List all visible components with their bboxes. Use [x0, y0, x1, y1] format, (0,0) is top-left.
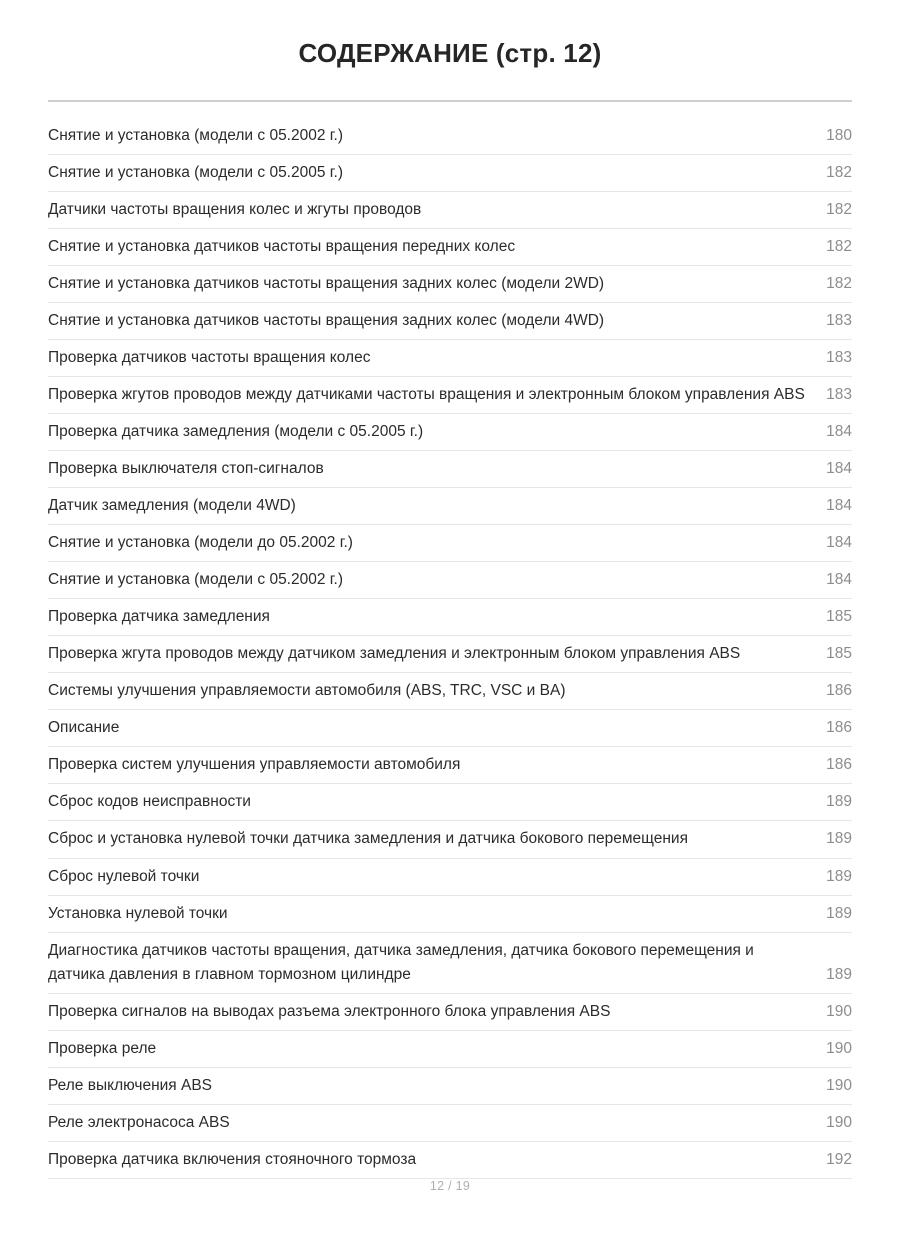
toc-entry-title: Сброс и установка нулевой точки датчика замедления и датчика бокового перемещения — [48, 830, 688, 848]
toc-entry[interactable] — [48, 155, 852, 192]
toc-entry[interactable] — [48, 896, 852, 933]
toc-entry-page-number: 189 — [826, 904, 852, 922]
toc-entry-page-number: 189 — [826, 867, 852, 885]
toc-entry-title: Проверка выключателя стоп-сигналов — [48, 460, 324, 478]
toc-entry-title: Снятие и установка (модели с 05.2002 г.) — [48, 571, 344, 589]
toc-entry-title: Проверка датчика замедления — [48, 608, 270, 626]
toc-entry[interactable] — [48, 525, 852, 562]
toc-entry-page-number: 183 — [826, 386, 852, 404]
toc-entry[interactable] — [48, 266, 852, 303]
toc-entry-title: Проверка жгута проводов между датчиком замедления и электронным блоком управления ABS — [48, 645, 741, 663]
toc-entry[interactable] — [48, 192, 852, 229]
toc-entry-title: Снятие и установка датчиков частоты вращения передних колес — [48, 238, 516, 256]
toc-entry[interactable] — [48, 118, 852, 155]
toc-entry[interactable] — [48, 1105, 852, 1142]
toc-entry[interactable] — [48, 673, 852, 710]
toc-entry[interactable] — [48, 821, 852, 858]
toc-entry[interactable] — [48, 747, 852, 784]
toc-entry[interactable] — [48, 377, 852, 414]
toc-entry[interactable] — [48, 562, 852, 599]
toc-entry-page-number: 186 — [826, 682, 852, 700]
toc-entry-page-number: 183 — [826, 312, 852, 330]
toc-entry-title: Датчики частоты вращения колес и жгуты проводов — [48, 201, 422, 219]
toc-entry-title: Сброс кодов неисправности — [48, 793, 251, 811]
toc-entry-title: Системы улучшения управляемости автомобиля (ABS, TRC, VSC и BA) — [48, 682, 566, 700]
toc-entry-page-number: 184 — [826, 534, 852, 552]
toc-entry-title: Реле электронасоса ABS — [48, 1113, 230, 1131]
toc-entry-page-number: 182 — [826, 201, 852, 219]
toc-entry-title: Проверка жгутов проводов между датчиками частоты вращения и электронным блоком управления ABS — [48, 386, 805, 404]
toc-entry-page-number: 190 — [826, 1039, 852, 1057]
toc-entry[interactable] — [48, 414, 852, 451]
page-indicator: 12 / 19 — [429, 1178, 471, 1193]
toc-entry-page-number: 184 — [826, 497, 852, 515]
toc-entry-page-number: 186 — [826, 756, 852, 774]
toc-entry-page-number: 189 — [826, 830, 852, 848]
toc-entry-title: Снятие и установка (модели с 05.2005 г.) — [48, 164, 344, 182]
toc-entry-page-number: 184 — [826, 571, 852, 589]
toc-entry-title: Снятие и установка датчиков частоты вращения задних колес (модели 2WD) — [48, 275, 605, 293]
toc-entry-page-number: 190 — [826, 1076, 852, 1094]
toc-entry-page-number: 182 — [826, 275, 852, 293]
toc-entry-title: Проверка датчика замедления (модели с 05.2005 г.) — [48, 423, 424, 441]
toc-entry[interactable] — [48, 229, 852, 266]
toc-entry-title: Датчик замедления (модели 4WD) — [48, 497, 296, 515]
toc-entry-title: Проверка систем улучшения управляемости автомобиля — [48, 756, 461, 774]
toc-entry-page-number: 184 — [826, 423, 852, 441]
toc-entry-title: Сброс нулевой точки — [48, 867, 200, 885]
toc-entry-page-number: 190 — [826, 1113, 852, 1131]
toc-entry[interactable] — [48, 636, 852, 673]
toc-entry-page-number: 182 — [826, 238, 852, 256]
toc-entry-page-number: 182 — [826, 164, 852, 182]
toc-entry[interactable] — [48, 1031, 852, 1068]
page-title: СОДЕРЖАНИЕ (стр. 12) — [298, 38, 602, 68]
toc-entry-title: Снятие и установка датчиков частоты вращения задних колес (модели 4WD) — [48, 312, 605, 330]
toc-entry[interactable] — [48, 488, 852, 525]
toc-entry[interactable] — [48, 451, 852, 488]
toc-entry-title: Проверка сигналов на выводах разъема электронного блока управления ABS — [48, 1002, 611, 1020]
toc-entry[interactable] — [48, 784, 852, 821]
toc-entry-title: Проверка реле — [48, 1039, 157, 1057]
toc-entry[interactable] — [48, 859, 852, 896]
toc-entry-title: Проверка датчика включения стояночного тормоза — [48, 1150, 417, 1168]
toc-entry-title: Реле выключения ABS — [48, 1076, 213, 1094]
toc-entry[interactable] — [48, 599, 852, 636]
toc-entry[interactable] — [48, 710, 852, 747]
toc-entry-page-number: 185 — [826, 645, 852, 663]
toc-entry-page-number: 186 — [826, 719, 852, 737]
toc-entry[interactable] — [48, 303, 852, 340]
toc-entry[interactable] — [48, 1068, 852, 1105]
toc-entry-page-number: 189 — [826, 965, 852, 983]
toc-entry-page-number: 192 — [826, 1150, 852, 1168]
toc-entry-title: Снятие и установка (модели до 05.2002 г.) — [48, 534, 353, 552]
toc-entry[interactable] — [48, 994, 852, 1031]
toc-entry-page-number: 189 — [826, 793, 852, 811]
toc-entry-title: Установка нулевой точки — [48, 904, 228, 922]
toc-entry-page-number: 190 — [826, 1002, 852, 1020]
table-of-contents — [48, 102, 852, 1178]
toc-entry-title: Диагностика датчиков частоты вращения, датчика замедления, датчика бокового перемещения и датчика давления в главном тормозном цилиндре — [48, 941, 754, 983]
toc-entry-title: Проверка датчиков частоты вращения колес — [48, 349, 371, 367]
toc-entry-page-number: 185 — [826, 608, 852, 626]
toc-entry[interactable] — [48, 340, 852, 377]
toc-entry[interactable] — [48, 1142, 852, 1179]
toc-entry-page-number: 184 — [826, 460, 852, 478]
toc-entry-title: Снятие и установка (модели с 05.2002 г.) — [48, 127, 344, 145]
toc-entry-title: Описание — [48, 719, 120, 737]
toc-entry-page-number: 183 — [826, 349, 852, 367]
toc-entry-page-number: 180 — [826, 127, 852, 145]
toc-entry[interactable] — [48, 933, 852, 994]
